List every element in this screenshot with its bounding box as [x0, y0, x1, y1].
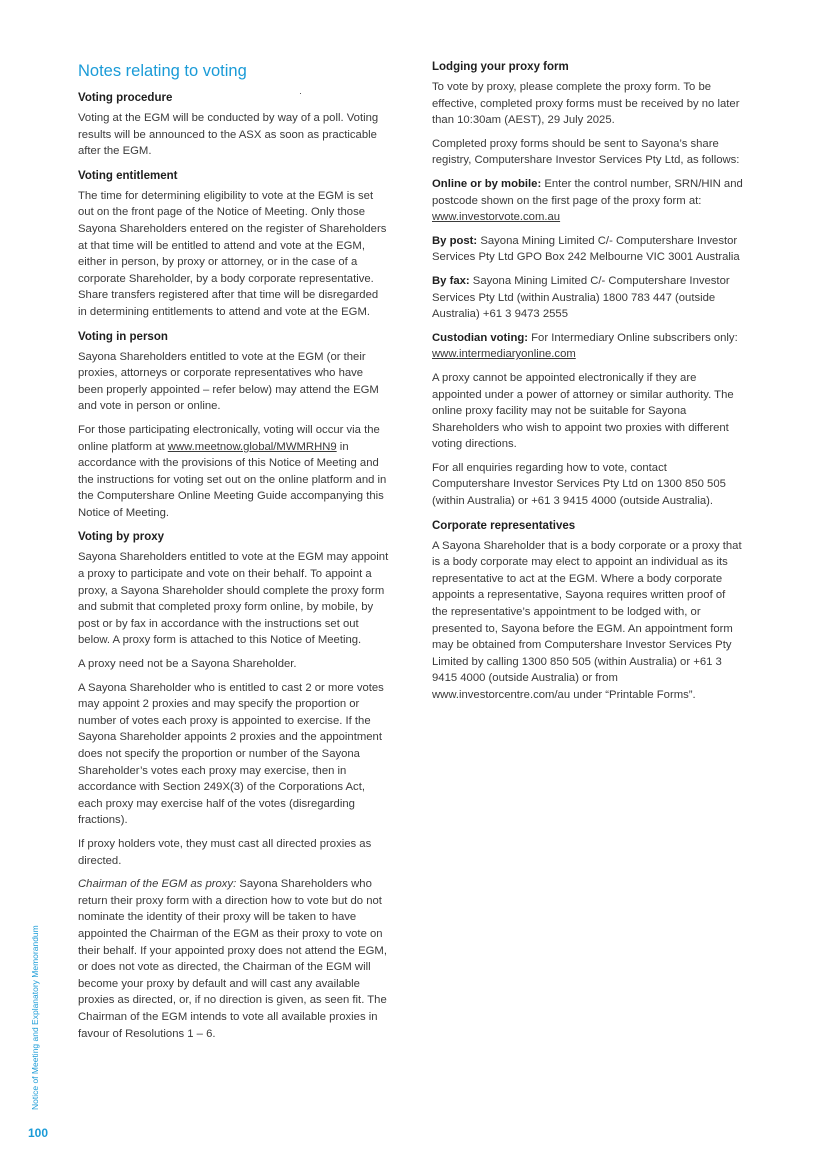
voting-in-person-heading: Voting in person [78, 330, 168, 343]
lodging-text-2: Completed proxy forms should be sent to Sayona’s share registry, Computershare Investor Services Pty Ltd, as follows: [432, 137, 740, 167]
voting-by-proxy-text-5: Chairman of the EGM as proxy: Sayona Shareholders who return their proxy form with a direction how to vote but do not nominate the identity of their proxy will be taken to have appointed the Chairman of the EGM as their proxy to vote on their behalf. If your appointed proxy does not attend the EGM, or does not vote as directed, the Chairman of the EGM will become your proxy by default and will cast any available proxies as directed, or, if no direction is given, as seen fit. The Chairman of the EGM intends to vote all available proxies in favour of Resolutions 1 – 6. [78, 878, 387, 1040]
meetnow-link[interactable]: www.meetnow.global/MWMRHN9 [167, 440, 337, 453]
voting-by-proxy-text-2: A proxy need not be a Sayona Shareholder. [78, 658, 297, 671]
left-column [78, 60, 390, 1049]
voting-in-person-text-1: Sayona Shareholders entitled to vote at the EGM (or their proxies, attorneys or corporate representatives who have been properly appointed – refer below) may attend the EGM and vote in person or online. [78, 350, 379, 413]
intermediaryonline-link[interactable]: www.intermediaryonline.com [432, 348, 576, 361]
by-post-text: By post: Sayona Mining Limited C/- Computershare Investor Services Pty Ltd GPO Box 242 Melbourne VIC 3001 Australia [432, 234, 740, 264]
right-column [432, 60, 744, 711]
lodging-heading: Lodging your proxy form [432, 61, 569, 73]
voting-by-proxy-text-4: If proxy holders vote, they must cast all directed proxies as directed. [78, 837, 372, 867]
voting-by-proxy-text-3: A Sayona Shareholder who is entitled to cast 2 or more votes may appoint 2 proxies and may specify the proportion or number of votes each proxy is appointed to exercise. If the Sayona Shareholder appoints 2 proxies and the appointment does not specify the proportion or number of the Sayona Shareholder’s votes each proxy may exercise, then in accordance with Section 249X(3) of the Corporations Act, each proxy may exercise half of the votes (disregarding fractions). [78, 681, 384, 827]
custodian-voting-text: Custodian voting: For Intermediary Online subscribers only: www.intermediaryonline.com [432, 331, 738, 361]
page-title: Notes relating to voting [78, 62, 247, 80]
lodging-text-1: To vote by proxy, please complete the proxy form. To be effective, completed proxy forms must be received by no later than 10:30am (AEST), 29 July 2025. [432, 81, 740, 127]
lodging-text-3: A proxy cannot be appointed electronically if they are appointed under a power of attorney or similar authority. The online proxy facility may not be suitable for Sayona Shareholders who wish to appoint two proxies with different voting directions. [432, 371, 734, 451]
voting-by-proxy-text-1: Sayona Shareholders entitled to vote at the EGM may appoint a proxy to participate and vote on their behalf. To appoint a proxy, a Sayona Shareholder should complete the proxy form and submit that completed proxy form online, by mobile, by post or by fax in accordance with the instructions set out below. A proxy form is attached to this Notice of Meeting. [78, 551, 389, 647]
voting-by-proxy-heading: Voting by proxy [78, 531, 165, 544]
investorvote-link[interactable]: www.investorvote.com.au [432, 211, 561, 224]
voting-entitlement-heading: Voting entitlement [78, 169, 178, 182]
corporate-representatives-text: A Sayona Shareholder that is a body corporate or a proxy that is a body corporate may elect to appoint an individual as its representative to act at the EGM. Where a body corporate appoints a representative, Sayona requires written proof of the representative’s appointment to be lodged with, or presented to, Sayona before the EGM. An appointment form may be obtained from Computershare Investor Services Pty Limited by calling 1300 850 505 (within Australia) or +61 3 9415 4000 (outside Australia) or from www.investorcentre.com/au under “Printable Forms”. [432, 539, 742, 701]
by-fax-text: By fax: Sayona Mining Limited C/- Computershare Investor Services Pty Ltd (within Australia) 1800 783 447 (outside Australia) +61 3 9473 2555 [432, 274, 730, 321]
voting-procedure-heading: Voting procedure [78, 92, 173, 104]
voting-in-person-text-2: For those participating electronically, voting will occur via the online platform at www.meetnow.global/MWMRHN9 in accordance with the provisions of this Notice of Meeting and the instructions for voting set out on the online platform and in the Computershare Online Meeting Guide accompanying this Notice of Meeting. [78, 423, 387, 519]
corporate-representatives-heading: Corporate representatives [432, 519, 576, 532]
online-mobile-text: Online or by mobile: Enter the control number, SRN/HIN and postcode shown on the first page of the proxy form at: www.investorvote.com.au [432, 177, 743, 224]
side-document-title: Notice of Meeting and Explanatory Memorandum [30, 925, 40, 1110]
lodging-text-4: For all enquiries regarding how to vote, contact Computershare Investor Services Pty Ltd on 1300 850 505 (within Australia) or +61 3 9415 4000 (outside Australia). [432, 461, 726, 508]
voting-entitlement-text: The time for determining eligibility to vote at the EGM is set out on the front page of the Notice of Meeting. Only those Sayona Shareholders entered on the register of Shareholders at that time will be entitled to attend and vote at the EGM, either in person, by proxy or attorney, or in the case of a corporate Shareholder, by a body corporate representative. Share transfers registered after that time will be disregarded in determining entitlements to attend and vote at the EGM. [78, 189, 387, 318]
page-number: 100 [28, 1126, 49, 1140]
voting-procedure-text: Voting at the EGM will be conducted by way of a poll. Voting results will be announced to the ASX as soon as practicable after the EGM. [78, 112, 379, 158]
